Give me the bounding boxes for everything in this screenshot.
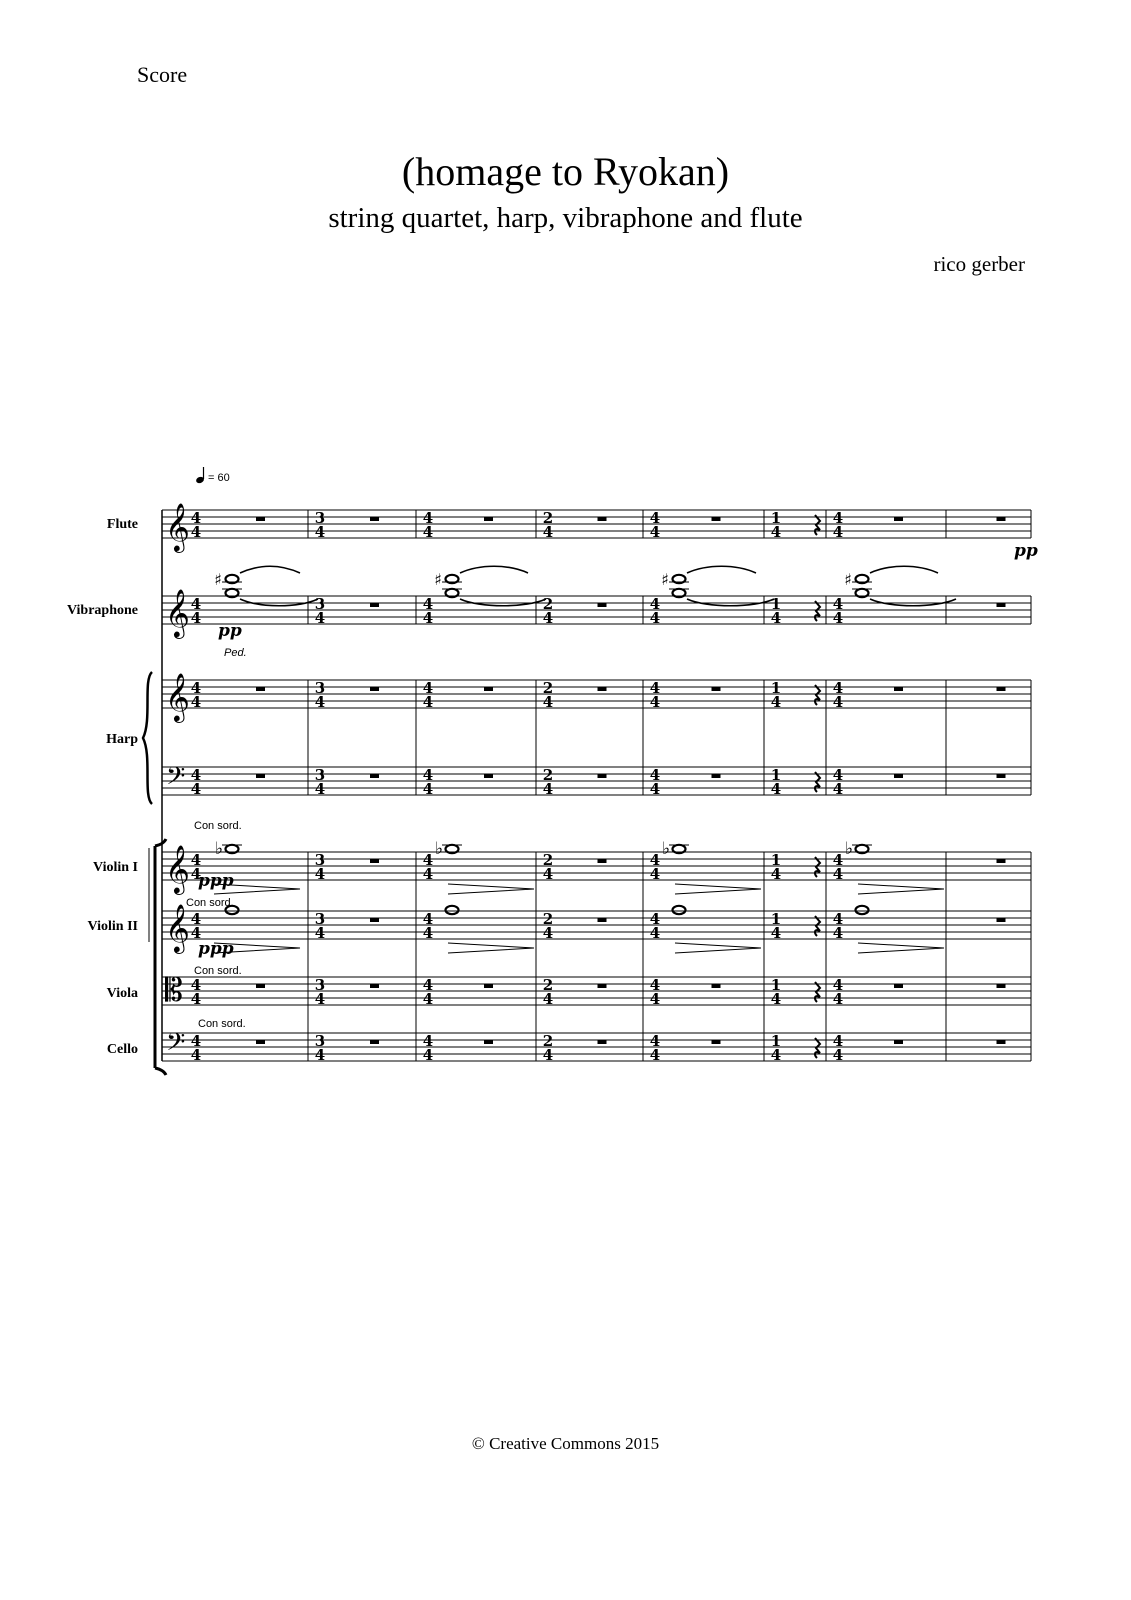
time-signature-numerator: 1 <box>770 509 782 527</box>
time-signature-denominator: 4 <box>770 609 782 627</box>
time-signature-denominator: 4 <box>422 693 434 711</box>
quarter-rest <box>815 1038 820 1058</box>
time-signature-denominator: 4 <box>422 523 434 541</box>
time-signature-denominator: 4 <box>422 865 434 883</box>
time-signature-denominator: 4 <box>832 1046 844 1064</box>
violin-2-note <box>446 906 459 914</box>
whole-rest <box>997 859 1006 863</box>
violin-1-con-sord: Con sord. <box>194 820 242 832</box>
vibraphone-dynamic-pp: pp <box>218 621 242 641</box>
time-signature-denominator: 4 <box>832 609 844 627</box>
time-signature-numerator: 2 <box>542 595 554 613</box>
time-signature-denominator: 4 <box>190 1046 202 1064</box>
tempo-marking: = 60 <box>208 472 230 484</box>
whole-rest <box>894 1040 903 1044</box>
whole-rest <box>598 859 607 863</box>
time-signature-numerator: 4 <box>422 766 434 784</box>
whole-rest <box>370 687 379 691</box>
time-signature-numerator: 2 <box>542 976 554 994</box>
time-signature-denominator: 4 <box>542 780 554 798</box>
tie <box>870 599 956 606</box>
whole-rest <box>712 687 721 691</box>
treble-clef-icon: 𝄞 <box>165 903 190 952</box>
tie <box>687 599 774 606</box>
pedal-marking: Ped. <box>224 647 247 659</box>
time-signature-denominator: 4 <box>649 1046 661 1064</box>
time-signature-denominator: 4 <box>314 523 326 541</box>
whole-rest <box>997 918 1006 922</box>
time-signature-denominator: 4 <box>770 523 782 541</box>
quarter-rest <box>815 857 820 877</box>
whole-rest <box>484 984 493 988</box>
whole-rest <box>598 687 607 691</box>
time-signature-denominator: 4 <box>649 865 661 883</box>
whole-rest <box>256 517 265 521</box>
decrescendo-hairpin <box>448 943 534 953</box>
tie <box>460 566 528 573</box>
sharp-icon: ♯ <box>434 570 442 589</box>
bass-clef-icon: 𝄢 <box>166 762 186 797</box>
flat-icon: ♭ <box>214 839 224 859</box>
score-label: Score <box>137 62 188 87</box>
violin-2-dynamic-ppp: ppp <box>198 939 234 959</box>
time-signature-denominator: 4 <box>649 924 661 942</box>
whole-rest <box>894 984 903 988</box>
sharp-icon: ♯ <box>844 570 852 589</box>
time-signatures <box>191 509 843 1064</box>
time-signature-numerator: 2 <box>542 679 554 697</box>
time-signature-denominator: 4 <box>422 924 434 942</box>
whole-rest <box>256 687 265 691</box>
decrescendo-hairpin <box>675 884 761 894</box>
time-signature-numerator: 4 <box>832 766 844 784</box>
flat-icon: ♭ <box>434 839 444 859</box>
time-signature-denominator: 4 <box>542 865 554 883</box>
time-signature-numerator: 3 <box>314 509 326 527</box>
time-signature-numerator: 4 <box>649 1032 661 1050</box>
whole-rest <box>712 984 721 988</box>
time-signature-numerator: 4 <box>649 766 661 784</box>
time-signature-denominator: 4 <box>832 780 844 798</box>
time-signature-denominator: 4 <box>422 990 434 1008</box>
quarter-rest <box>815 772 820 792</box>
time-signature-denominator: 4 <box>314 693 326 711</box>
time-signature-denominator: 4 <box>770 780 782 798</box>
time-signature-denominator: 4 <box>314 865 326 883</box>
time-signature-numerator: 4 <box>190 766 202 784</box>
time-signature-denominator: 4 <box>832 990 844 1008</box>
whole-rest <box>712 517 721 521</box>
time-signature-numerator: 4 <box>649 679 661 697</box>
time-signature-numerator: 1 <box>770 851 782 869</box>
time-signature-denominator: 4 <box>190 780 202 798</box>
decrescendo-hairpin <box>858 884 944 894</box>
time-signature-numerator: 4 <box>190 679 202 697</box>
time-signature-numerator: 3 <box>314 1032 326 1050</box>
tie <box>460 599 546 606</box>
whole-rest <box>997 774 1006 778</box>
time-signature-denominator: 4 <box>314 1046 326 1064</box>
viola-con-sord: Con sord. <box>194 965 242 977</box>
time-signature-denominator: 4 <box>649 523 661 541</box>
instrument-name-flute: Flute <box>106 517 138 532</box>
time-signature-denominator: 4 <box>314 609 326 627</box>
time-signature-denominator: 4 <box>542 693 554 711</box>
treble-clef-icon: 𝄞 <box>165 588 190 637</box>
violin-2-note <box>856 906 869 914</box>
quarter-rest <box>815 515 820 535</box>
time-signature-denominator: 4 <box>190 865 202 883</box>
time-signature-numerator: 1 <box>770 1032 782 1050</box>
barlines <box>162 510 1031 1061</box>
time-signature-numerator: 1 <box>770 679 782 697</box>
time-signature-numerator: 3 <box>314 766 326 784</box>
time-signature-numerator: 4 <box>190 910 202 928</box>
whole-rest <box>598 517 607 521</box>
time-signature-numerator: 2 <box>542 1032 554 1050</box>
violin-1-dynamic-ppp: ppp <box>198 871 234 891</box>
whole-rest <box>894 687 903 691</box>
whole-rest <box>598 918 607 922</box>
bass-clef-icon: 𝄢 <box>166 1028 186 1063</box>
copyright-notice: © Creative Commons 2015 <box>471 1434 660 1453</box>
time-signature-numerator: 4 <box>649 976 661 994</box>
time-signature-numerator: 1 <box>770 976 782 994</box>
quarter-rest <box>815 685 820 705</box>
time-signature-numerator: 4 <box>190 851 202 869</box>
time-signature-numerator: 4 <box>190 509 202 527</box>
page-title: (homage to Ryokan) <box>401 149 730 194</box>
treble-clef-icon: 𝄞 <box>165 502 190 551</box>
time-signature-denominator: 4 <box>770 990 782 1008</box>
time-signature-denominator: 4 <box>190 523 202 541</box>
whole-rest <box>598 1040 607 1044</box>
decrescendo-hairpin <box>448 884 534 894</box>
time-signature-denominator: 4 <box>832 693 844 711</box>
time-signature-numerator: 3 <box>314 910 326 928</box>
time-signature-denominator: 4 <box>542 990 554 1008</box>
whole-rest <box>997 603 1006 607</box>
flat-icon: ♭ <box>844 839 854 859</box>
time-signature-numerator: 1 <box>770 910 782 928</box>
time-signature-numerator: 4 <box>649 851 661 869</box>
time-signature-numerator: 1 <box>770 595 782 613</box>
whole-rest <box>997 984 1006 988</box>
instrument-name-viola: Viola <box>106 986 138 1001</box>
whole-rest <box>484 1040 493 1044</box>
whole-rest <box>712 1040 721 1044</box>
time-signature-numerator: 2 <box>542 766 554 784</box>
tie <box>240 566 300 573</box>
violin-2-con-sord: Con sord. <box>186 897 234 909</box>
time-signature-denominator: 4 <box>314 780 326 798</box>
composer-name: rico gerber <box>933 252 1025 276</box>
time-signature-denominator: 4 <box>422 780 434 798</box>
whole-rest <box>997 687 1006 691</box>
time-signature-numerator: 3 <box>314 851 326 869</box>
whole-rest <box>370 984 379 988</box>
whole-rest <box>598 984 607 988</box>
whole-rest <box>598 774 607 778</box>
instrument-name-violin-2: Violin II <box>87 919 138 934</box>
instrument-names <box>67 517 138 1057</box>
time-signature-denominator: 4 <box>832 924 844 942</box>
whole-rest <box>370 918 379 922</box>
time-signature-numerator: 3 <box>314 976 326 994</box>
violin-2-note <box>673 906 686 914</box>
time-signature-numerator: 4 <box>422 679 434 697</box>
time-signature-numerator: 4 <box>832 1032 844 1050</box>
time-signature-numerator: 4 <box>832 976 844 994</box>
whole-rest <box>370 774 379 778</box>
whole-rest <box>484 774 493 778</box>
treble-clef-icon: 𝄞 <box>165 844 190 893</box>
treble-clef-icon: 𝄞 <box>165 672 190 721</box>
decrescendo-hairpin <box>858 943 944 953</box>
time-signature-numerator: 4 <box>832 910 844 928</box>
time-signature-denominator: 4 <box>314 924 326 942</box>
time-signature-denominator: 4 <box>190 990 202 1008</box>
time-signature-denominator: 4 <box>649 780 661 798</box>
whole-rest <box>370 1040 379 1044</box>
time-signature-numerator: 4 <box>649 595 661 613</box>
time-signature-numerator: 4 <box>422 976 434 994</box>
notes <box>214 566 956 914</box>
time-signature-denominator: 4 <box>542 924 554 942</box>
time-signature-numerator: 4 <box>422 851 434 869</box>
sharp-icon: ♯ <box>214 570 222 589</box>
whole-rest <box>894 517 903 521</box>
time-signature-numerator: 4 <box>832 679 844 697</box>
instrument-name-cello: Cello <box>106 1042 138 1057</box>
flat-icon: ♭ <box>661 839 671 859</box>
sharp-icon: ♯ <box>661 570 669 589</box>
whole-rest <box>484 517 493 521</box>
quarter-rest <box>815 916 820 936</box>
time-signature-numerator: 4 <box>422 1032 434 1050</box>
page-subtitle: string quartet, harp, vibraphone and flute <box>328 202 803 234</box>
time-signature-denominator: 4 <box>422 609 434 627</box>
flute-dynamic-pp: pp <box>1014 541 1038 561</box>
time-signature-numerator: 4 <box>190 595 202 613</box>
whole-rest <box>712 774 721 778</box>
time-signature-numerator: 4 <box>649 509 661 527</box>
time-signature-denominator: 4 <box>832 523 844 541</box>
harp-brace <box>143 672 152 804</box>
time-signature-denominator: 4 <box>770 1046 782 1064</box>
quarter-rest <box>815 601 820 621</box>
time-signature-numerator: 4 <box>422 910 434 928</box>
time-signature-numerator: 4 <box>422 595 434 613</box>
clefs <box>165 502 190 1063</box>
time-signature-numerator: 4 <box>832 509 844 527</box>
whole-rest <box>370 859 379 863</box>
time-signature-numerator: 4 <box>649 910 661 928</box>
time-signature-denominator: 4 <box>832 865 844 883</box>
time-signature-numerator: 2 <box>542 851 554 869</box>
time-signature-denominator: 4 <box>649 990 661 1008</box>
time-signature-numerator: 4 <box>190 976 202 994</box>
quarter-rest <box>815 982 820 1002</box>
time-signature-denominator: 4 <box>770 865 782 883</box>
tie <box>240 599 318 606</box>
time-signature-denominator: 4 <box>542 609 554 627</box>
whole-rest <box>997 1040 1006 1044</box>
instrument-name-harp: Harp <box>106 732 138 747</box>
time-signature-denominator: 4 <box>190 693 202 711</box>
whole-rest <box>370 517 379 521</box>
time-signature-numerator: 4 <box>190 1032 202 1050</box>
time-signature-denominator: 4 <box>770 693 782 711</box>
time-signature-denominator: 4 <box>190 609 202 627</box>
time-signature-denominator: 4 <box>422 1046 434 1064</box>
time-signature-numerator: 4 <box>422 509 434 527</box>
time-signature-numerator: 4 <box>832 851 844 869</box>
cello-con-sord: Con sord. <box>198 1018 246 1030</box>
whole-rest <box>256 1040 265 1044</box>
whole-rest <box>894 774 903 778</box>
staves <box>162 510 1031 1061</box>
whole-rest <box>997 517 1006 521</box>
time-signature-denominator: 4 <box>542 523 554 541</box>
time-signature-numerator: 2 <box>542 910 554 928</box>
time-signature-denominator: 4 <box>649 693 661 711</box>
tie <box>870 566 938 573</box>
whole-rest <box>370 603 379 607</box>
alto-clef-icon: 𝄡 <box>165 971 183 1009</box>
instrument-name-violin-1: Violin I <box>93 860 138 875</box>
instrument-name-vibraphone: Vibraphone <box>66 603 138 618</box>
time-signature-numerator: 1 <box>770 766 782 784</box>
whole-rest <box>256 774 265 778</box>
tie <box>687 566 756 573</box>
time-signature-denominator: 4 <box>770 924 782 942</box>
whole-rest <box>484 687 493 691</box>
whole-rest <box>256 984 265 988</box>
time-signature-denominator: 4 <box>190 924 202 942</box>
time-signature-denominator: 4 <box>542 1046 554 1064</box>
whole-rest <box>598 603 607 607</box>
time-signature-numerator: 3 <box>314 595 326 613</box>
time-signature-denominator: 4 <box>649 609 661 627</box>
decrescendo-hairpin <box>675 943 761 953</box>
time-signature-denominator: 4 <box>314 990 326 1008</box>
time-signature-numerator: 3 <box>314 679 326 697</box>
time-signature-numerator: 4 <box>832 595 844 613</box>
time-signature-numerator: 2 <box>542 509 554 527</box>
